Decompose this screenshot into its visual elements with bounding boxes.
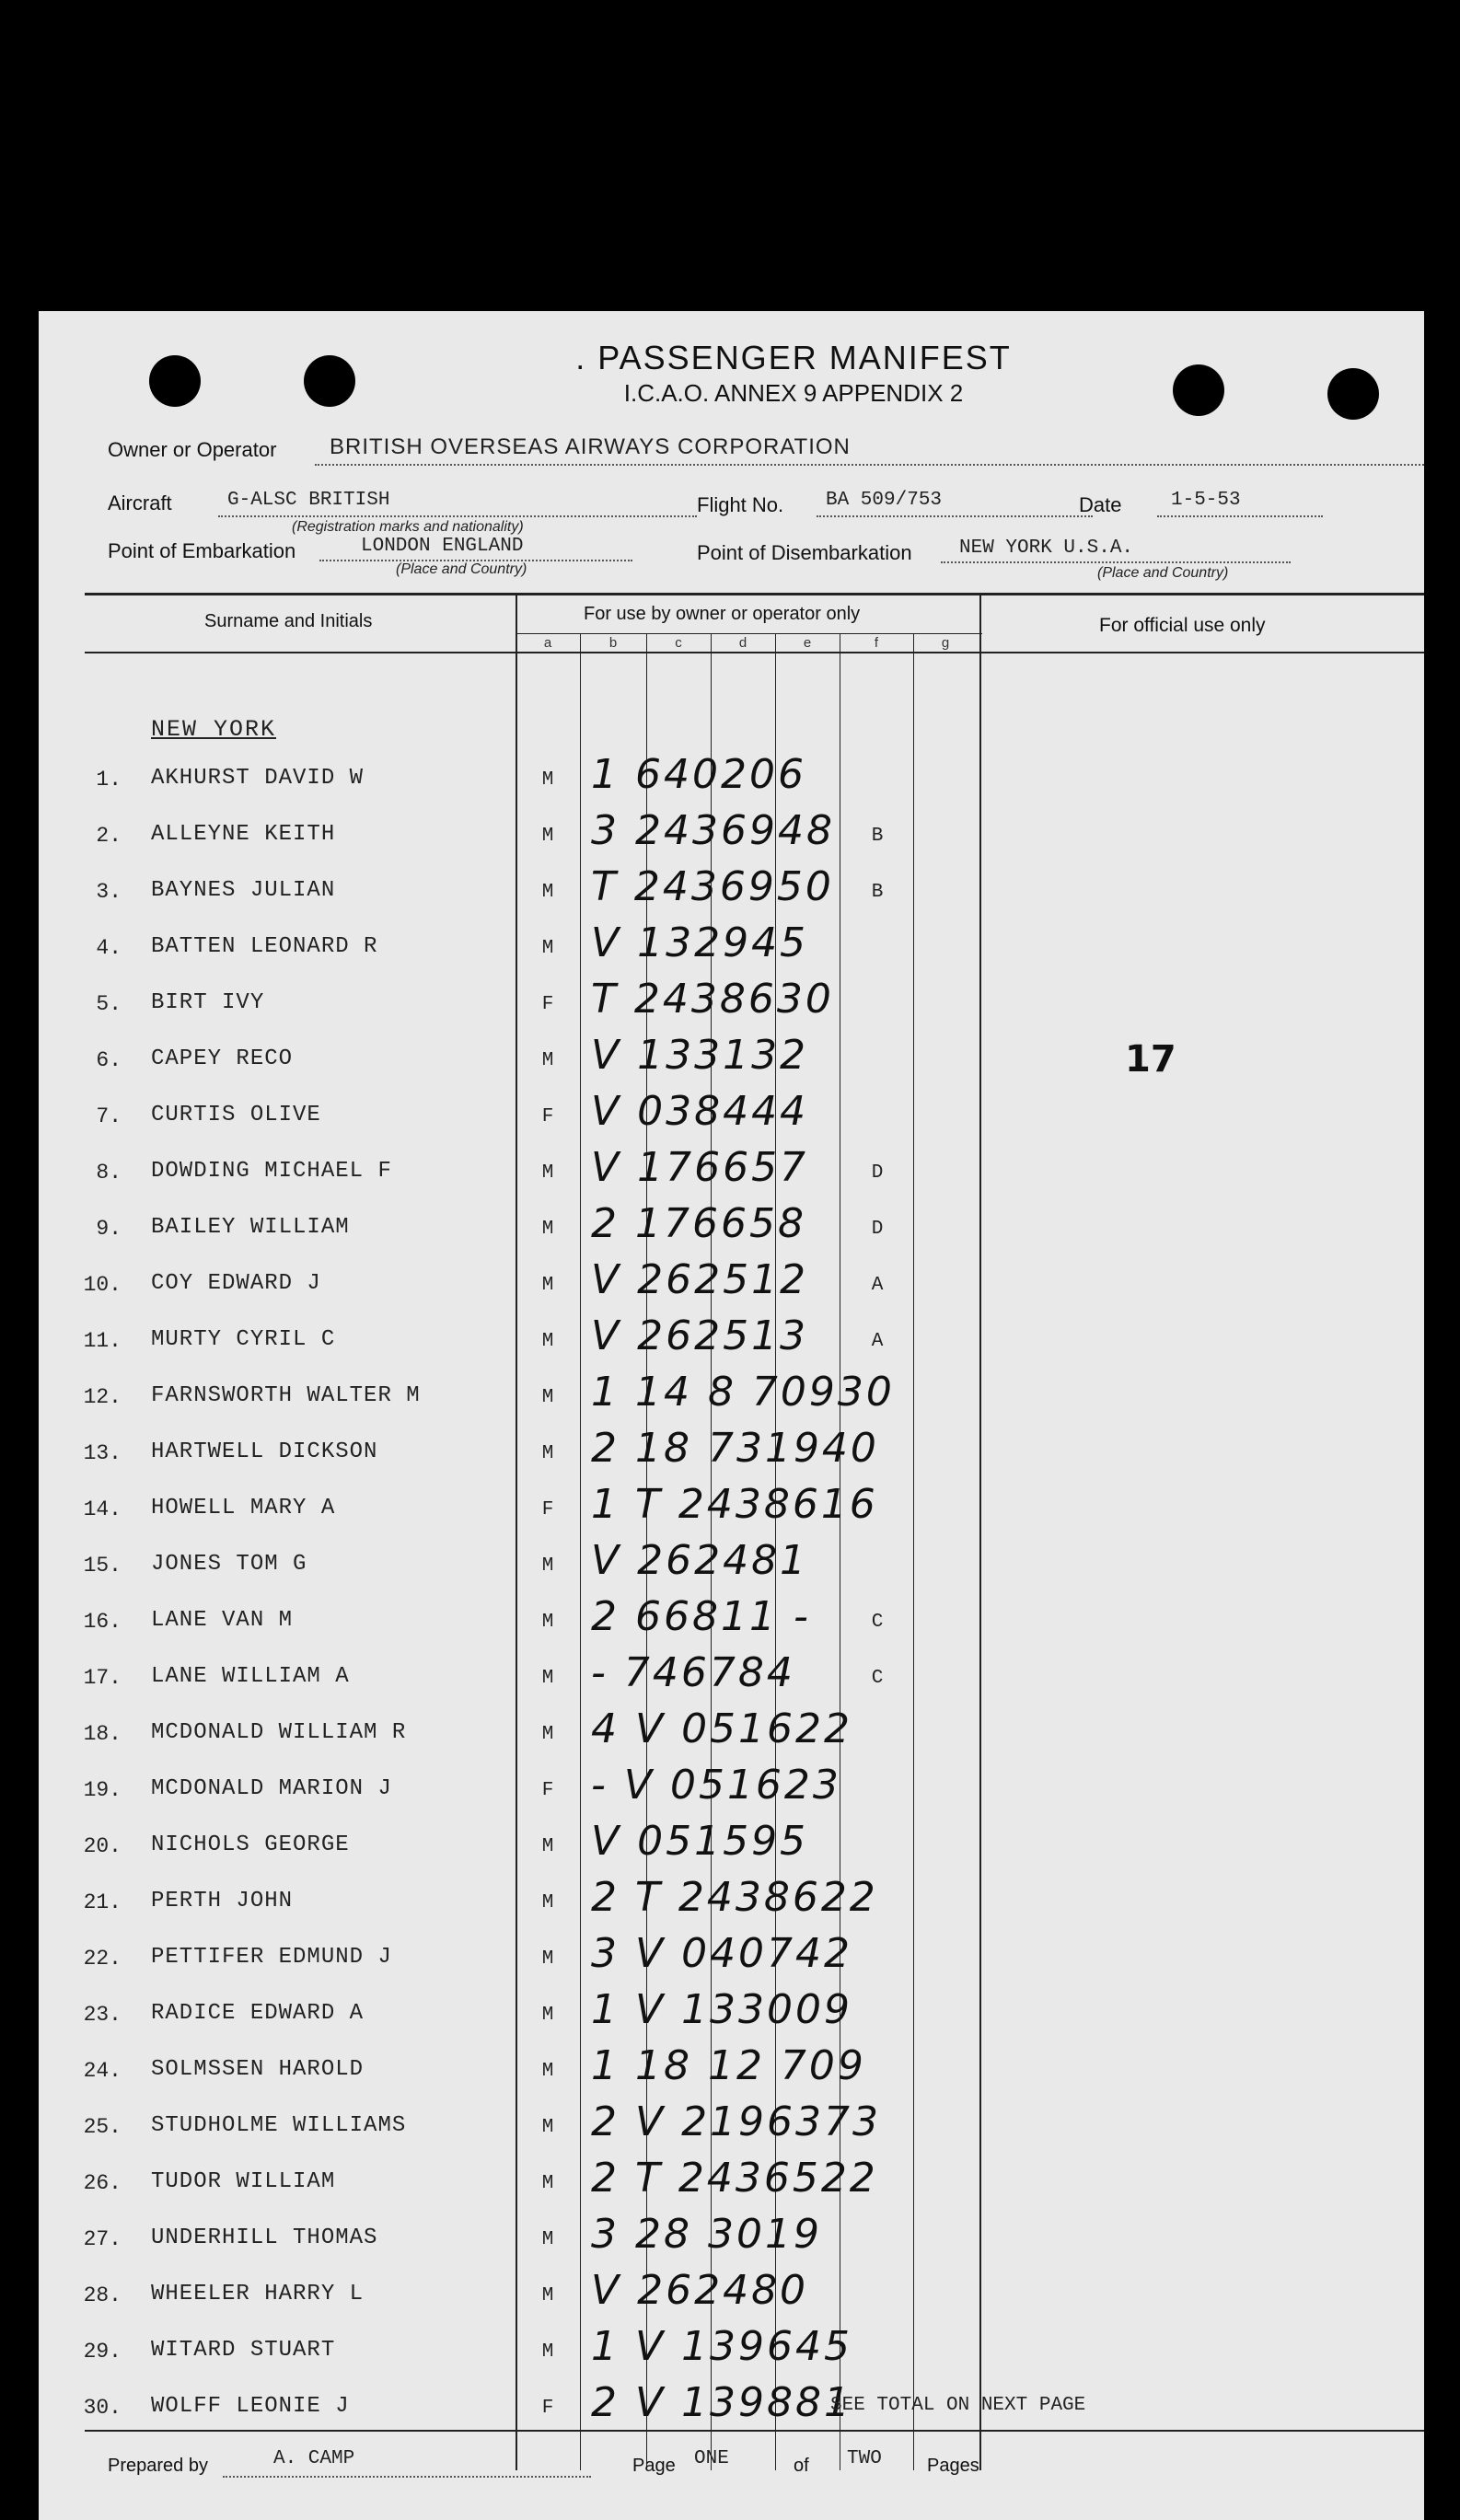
passenger-sex: M (541, 1668, 554, 1689)
passenger-sex: F (541, 1106, 554, 1127)
passenger-name: MCDONALD MARION J (151, 1776, 392, 1801)
handwritten-entry: 4 V 051622 (591, 1705, 853, 1752)
passenger-name: CURTIS OLIVE (151, 1103, 321, 1127)
date-underline (1157, 515, 1323, 517)
passenger-name: TUDOR WILLIAM (151, 2169, 336, 2194)
official-divider (979, 593, 981, 2470)
row-number: 25. (83, 2115, 122, 2139)
passenger-name: PERTH JOHN (151, 1889, 294, 1913)
row-number: 26. (83, 2171, 122, 2195)
passenger-sex: M (541, 1275, 554, 1296)
passenger-name: BIRT IVY (151, 990, 265, 1015)
passenger-sex: M (541, 1162, 554, 1184)
passenger-name: LANE WILLIAM A (151, 1664, 350, 1689)
passenger-name: CAPEY RECO (151, 1046, 294, 1071)
embark-value: LONDON ENGLAND (361, 536, 524, 557)
handwritten-entry: V 132945 (591, 919, 809, 966)
manifest-title-block (554, 339, 1033, 408)
passenger-sex: M (541, 1948, 554, 1970)
punch-hole (1173, 364, 1224, 416)
group-code: D (871, 1219, 884, 1240)
subcol-a: a (543, 635, 552, 651)
passenger-sex: M (541, 2005, 554, 2026)
passenger-sex: M (541, 882, 554, 903)
passenger-name: WITARD STUART (151, 2338, 336, 2363)
row-number: 15. (83, 1554, 122, 1578)
passenger-name: AKHURST DAVID W (151, 766, 365, 791)
punch-hole (1327, 368, 1379, 420)
aircraft-value: G-ALSC BRITISH (227, 490, 390, 511)
subcol-c: c (675, 635, 682, 651)
passenger-name: RADICE EDWARD A (151, 2001, 365, 2026)
passenger-name: WOLFF LEONIE J (151, 2394, 350, 2419)
prepared-value: A. CAMP (273, 2448, 355, 2469)
passenger-sex: M (541, 1443, 554, 1464)
passenger-name: PETTIFER EDMUND J (151, 1945, 392, 1970)
disembark-label: Point of Disembarkation (697, 541, 912, 564)
handwritten-entry: 2 T 2438622 (591, 1874, 878, 1921)
passenger-sex: M (541, 826, 554, 847)
flight-underline (817, 515, 1093, 517)
table-header-rule (85, 652, 1424, 653)
handwritten-entry: 3 V 040742 (591, 1930, 853, 1977)
passenger-sex: M (541, 1219, 554, 1240)
row-number: 28. (83, 2283, 122, 2307)
disembark-underline (941, 561, 1291, 563)
handwritten-entry: 1 T 2438616 (591, 1481, 878, 1528)
aircraft-underline (218, 515, 697, 517)
row-number: 14. (83, 1497, 122, 1521)
handwritten-entry: V 051595 (591, 1818, 809, 1865)
row-number: 10. (83, 1273, 122, 1297)
passenger-sex: F (541, 994, 554, 1015)
table-divider (516, 593, 517, 2470)
aircraft-label: Aircraft (108, 491, 172, 514)
row-number: 5. (96, 992, 122, 1016)
of-label: of (794, 2456, 809, 2476)
aircraft-note: (Registration marks and nationality) (292, 519, 524, 535)
handwritten-entry: 1 V 139645 (591, 2323, 853, 2370)
official-count: 17 (1125, 1038, 1176, 1081)
handwritten-entry: V 262513 (591, 1312, 809, 1359)
passenger-sex: F (541, 2398, 554, 2419)
handwritten-entry: V 133132 (591, 1032, 809, 1079)
subcol-divider (580, 633, 581, 2470)
handwritten-entry: T 2436950 (591, 863, 834, 910)
section-heading: NEW YORK (151, 716, 277, 743)
owner-value: BRITISH OVERSEAS AIRWAYS CORPORATION (330, 434, 851, 459)
row-number: 23. (83, 2003, 122, 2027)
handwritten-entry: 2 176658 (591, 1200, 806, 1247)
col-official-header: For official use only (1099, 615, 1266, 636)
passenger-sex: F (541, 1780, 554, 1801)
passenger-name: BAYNES JULIAN (151, 878, 336, 903)
handwritten-entry: - V 051623 (591, 1762, 841, 1809)
group-code: A (871, 1331, 884, 1352)
passenger-sex: M (541, 1892, 554, 1913)
passenger-name: BAILEY WILLIAM (151, 1215, 350, 1240)
row-number: 7. (96, 1104, 122, 1128)
handwritten-entry: 1 V 133009 (591, 1986, 853, 2033)
handwritten-entry: 1 14 8 70930 (591, 1369, 895, 1416)
subcol-b: b (608, 635, 618, 651)
passenger-sex: M (541, 1612, 554, 1633)
passenger-name: HARTWELL DICKSON (151, 1439, 378, 1464)
page-label: Page (632, 2456, 676, 2476)
passenger-sex: M (541, 1050, 554, 1071)
col-name-header: Surname and Initials (204, 611, 373, 631)
passenger-name: UNDERHILL THOMAS (151, 2225, 378, 2250)
passenger-sex: M (541, 2061, 554, 2082)
prepared-label: Prepared by (108, 2456, 208, 2476)
pages-label: Pages (927, 2456, 979, 2476)
passenger-name: BATTEN LEONARD R (151, 934, 378, 959)
flight-value: BA 509/753 (826, 490, 943, 511)
subcol-e: e (803, 635, 812, 651)
passenger-name: STUDHOLME WILLIAMS (151, 2113, 407, 2138)
continue-note: SEE TOTAL ON NEXT PAGE (830, 2395, 1086, 2416)
handwritten-entry: 2 T 2436522 (591, 2155, 878, 2202)
row-number: 16. (83, 1610, 122, 1634)
passenger-sex: M (541, 2173, 554, 2194)
handwritten-entry: - 746784 (591, 1649, 795, 1696)
handwritten-entry: 3 28 3019 (591, 2211, 822, 2258)
passenger-sex: M (541, 938, 554, 959)
subcol-d: d (738, 635, 747, 651)
group-code: B (871, 826, 884, 847)
footer-rule (85, 2430, 1424, 2432)
disembark-value: NEW YORK U.S.A. (959, 538, 1134, 559)
handwritten-entry: V 262481 (591, 1537, 809, 1584)
disembark-note: (Place and Country) (1097, 565, 1229, 581)
handwritten-entry: 1 18 12 709 (591, 2042, 866, 2089)
date-label: Date (1079, 493, 1122, 516)
row-number: 22. (83, 1947, 122, 1971)
row-number: 8. (96, 1161, 122, 1185)
row-number: 17. (83, 1666, 122, 1690)
passenger-sex: M (541, 1724, 554, 1745)
row-number: 12. (83, 1385, 122, 1409)
passenger-name: ALLEYNE KEITH (151, 822, 336, 847)
group-code: B (871, 882, 884, 903)
handwritten-entry: V 176657 (591, 1144, 809, 1191)
prepared-underline (223, 2476, 591, 2478)
row-number: 27. (83, 2227, 122, 2251)
row-number: 6. (96, 1048, 122, 1072)
row-number: 24. (83, 2059, 122, 2083)
subcol-f: f (874, 635, 879, 651)
page-subtitle: I.C.A.O. ANNEX 9 APPENDIX 2 (623, 379, 964, 407)
row-number: 18. (83, 1722, 122, 1746)
passenger-name: MURTY CYRIL C (151, 1327, 336, 1352)
handwritten-entry: V 262480 (591, 2267, 809, 2314)
row-number: 1. (96, 768, 122, 792)
passenger-sex: M (541, 2117, 554, 2138)
subcol-divider (913, 633, 914, 2470)
handwritten-entry: 2 18 731940 (591, 1425, 879, 1472)
row-number: 29. (83, 2340, 122, 2364)
row-number: 9. (96, 1217, 122, 1241)
handwritten-entry: T 2438630 (591, 976, 834, 1023)
passenger-sex: M (541, 1331, 554, 1352)
group-code: C (871, 1668, 884, 1689)
handwritten-entry: 2 V 139881 (591, 2379, 853, 2426)
handwritten-entry: V 262512 (591, 1256, 809, 1303)
page-title: . PASSENGER MANIFEST (575, 339, 1012, 376)
handwritten-entry: V 038444 (591, 1088, 809, 1135)
punch-hole (149, 355, 201, 407)
row-number: 2. (96, 824, 122, 848)
passenger-name: SOLMSSEN HAROLD (151, 2057, 365, 2082)
row-number: 30. (83, 2396, 122, 2420)
passenger-name: COY EDWARD J (151, 1271, 321, 1296)
row-number: 11. (83, 1329, 122, 1353)
row-number: 3. (96, 880, 122, 904)
passenger-name: FARNSWORTH WALTER M (151, 1383, 421, 1408)
punch-hole (304, 355, 355, 407)
of-value: TWO (847, 2448, 882, 2469)
embark-note: (Place and Country) (396, 561, 527, 577)
table-top-rule (85, 593, 1424, 595)
passenger-name: JONES TOM G (151, 1552, 307, 1577)
owner-label: Owner or Operator (108, 438, 277, 461)
passenger-name: HOWELL MARY A (151, 1496, 336, 1520)
flight-label: Flight No. (697, 493, 784, 516)
row-number: 19. (83, 1778, 122, 1802)
group-code: C (871, 1612, 884, 1633)
passenger-sex: M (541, 1387, 554, 1408)
col-operator-header: For use by owner or operator only (584, 604, 861, 624)
passenger-sex: M (541, 769, 554, 791)
passenger-sex: M (541, 1555, 554, 1577)
passenger-name: DOWDING MICHAEL F (151, 1159, 392, 1184)
handwritten-entry: 1 640206 (591, 751, 806, 798)
passenger-sex: M (541, 2341, 554, 2363)
embark-label: Point of Embarkation (108, 539, 296, 562)
date-value: 1-5-53 (1171, 490, 1241, 511)
passenger-sex: M (541, 1836, 554, 1857)
passenger-sex: M (541, 2285, 554, 2306)
owner-underline (315, 464, 1424, 466)
row-number: 13. (83, 1441, 122, 1465)
passenger-sex: F (541, 1499, 554, 1520)
row-number: 20. (83, 1834, 122, 1858)
passenger-name: LANE VAN M (151, 1608, 294, 1633)
group-code: D (871, 1162, 884, 1184)
page-value: ONE (694, 2448, 729, 2469)
handwritten-entry: 2 66811 - (591, 1593, 811, 1640)
passenger-sex: M (541, 2229, 554, 2250)
handwritten-entry: 3 2436948 (591, 807, 835, 854)
passenger-name: WHEELER HARRY L (151, 2282, 365, 2306)
manifest-sheet (39, 311, 1424, 2520)
row-number: 4. (96, 936, 122, 960)
row-number: 21. (83, 1890, 122, 1914)
group-code: A (871, 1275, 884, 1296)
subcol-g: g (941, 635, 950, 651)
handwritten-entry: 2 V 2196373 (591, 2098, 882, 2145)
passenger-name: NICHOLS GEORGE (151, 1832, 350, 1857)
passenger-name: MCDONALD WILLIAM R (151, 1720, 407, 1745)
